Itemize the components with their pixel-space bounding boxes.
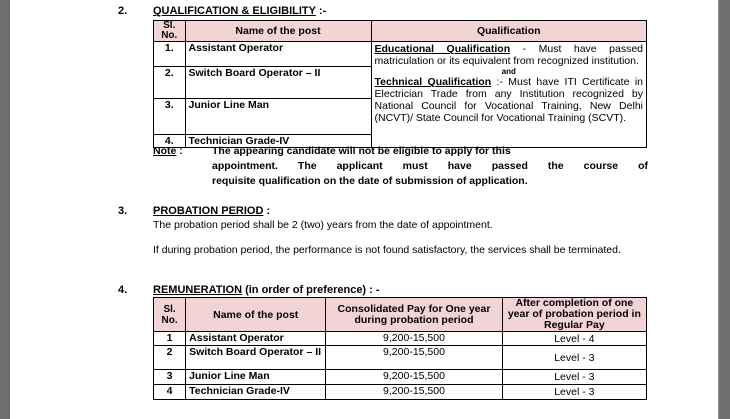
table-row	[154, 332, 647, 346]
tech-text: :- Must have ITI Certificate in Electrician Trade from any Institution recognized by National Council for Vocational Training, New Delhi (NCVT)/ State Council for Vocational Training (SCVT).	[374, 76, 643, 124]
educational-qualification	[375, 43, 643, 67]
table-row	[154, 346, 647, 370]
col-sl-no: Sl. No.	[154, 298, 186, 332]
section-4-title: REMUNERATION	[153, 284, 243, 296]
section-2-heading	[153, 5, 326, 17]
tech-label: Technical Qualification	[374, 76, 492, 88]
row-sl: 1	[154, 332, 186, 346]
note-line-1-text: The appearing candidate will not be eligible to apply for this	[212, 145, 511, 157]
note-colon: :	[176, 145, 183, 157]
row-level: Level - 3	[502, 370, 646, 385]
section-2-number: 2.	[118, 5, 128, 17]
row-level: Level - 3	[502, 385, 646, 400]
table-row	[154, 370, 647, 385]
qualification-cell	[371, 42, 646, 148]
remuneration-header-row	[154, 298, 647, 332]
qualification-table	[153, 20, 647, 148]
row-sl: 4	[154, 385, 186, 400]
row-post-name: Assistant Operator	[186, 332, 326, 346]
row-level: Level - 3	[502, 346, 646, 370]
right-gutter	[718, 0, 730, 419]
table-row	[154, 385, 647, 400]
col-regular-pay: After completion of one year of probation period in Regular Pay	[502, 298, 646, 332]
document-page	[10, 0, 718, 419]
row-post-name: Assistant Operator	[185, 42, 371, 67]
note-label-text: Note	[153, 145, 177, 157]
section-4-title-suffix: (in order of preference) : -	[242, 284, 380, 296]
row-sl: 2.	[154, 67, 186, 99]
row-sl: 3	[154, 370, 186, 385]
col-qualification: Qualification	[371, 21, 646, 42]
row-sl: 2	[154, 346, 186, 370]
col-post-name: Name of the post	[186, 298, 326, 332]
row-post-name: Technician Grade-IV	[185, 135, 371, 148]
section-3-title: PROBATION PERIOD	[153, 205, 264, 217]
section-3-title-suffix: :	[263, 205, 271, 217]
note-label	[153, 144, 183, 159]
section-3-number: 3.	[118, 205, 128, 217]
row-sl: 4.	[154, 135, 186, 148]
row-pay: 9,200-15,500	[326, 332, 502, 346]
row-sl: 3.	[154, 99, 186, 135]
technical-qualification	[375, 76, 643, 124]
section-3-heading	[153, 205, 270, 217]
note-line-3: requisite qualification on the date of submission of application.	[212, 175, 528, 187]
row-post-name: Switch Board Operator – II	[186, 346, 326, 370]
row-pay: 9,200-15,500	[326, 346, 502, 370]
note-line-2: appointment. The applicant must have passed the course of	[212, 160, 648, 172]
remuneration-table	[153, 297, 647, 400]
note-text	[212, 144, 648, 189]
row-post-name: Technician Grade-IV	[186, 385, 326, 400]
left-gutter	[0, 0, 10, 419]
row-post-name: Junior Line Man	[185, 99, 371, 135]
row-post-name: Switch Board Operator – II	[185, 67, 371, 99]
note-line-1	[212, 144, 648, 159]
col-consolidated-pay: Consolidated Pay for One year during probation period	[326, 298, 502, 332]
col-post-name: Name of the post	[185, 21, 371, 42]
row-sl: 1.	[154, 42, 186, 67]
page-edge	[718, 0, 719, 419]
section-2-title-suffix: :-	[315, 5, 327, 17]
row-level: Level - 4	[502, 332, 646, 346]
section-2-title: QUALIFICATION & ELIGIBILITY	[153, 5, 316, 17]
probation-paragraph-2: If during probation period, the performance is not found satisfactory, the services shall be terminated.	[153, 244, 621, 256]
probation-paragraph-1: The probation period shall be 2 (two) years from the date of appointment.	[153, 219, 493, 231]
row-pay: 9,200-15,500	[326, 385, 502, 400]
section-4-number: 4.	[118, 284, 128, 296]
qualification-header-row	[154, 21, 647, 42]
and-connector: and	[501, 67, 516, 76]
col-sl-no: Sl. No.	[154, 21, 186, 42]
row-pay: 9,200-15,500	[326, 370, 502, 385]
edu-label: Educational Qualification	[374, 43, 511, 55]
section-4-heading	[153, 284, 380, 296]
table-row	[154, 42, 647, 67]
edu-text: - Must have passed matriculation or its equivalent from recognized institution.	[374, 43, 644, 67]
row-post-name: Junior Line Man	[186, 370, 326, 385]
